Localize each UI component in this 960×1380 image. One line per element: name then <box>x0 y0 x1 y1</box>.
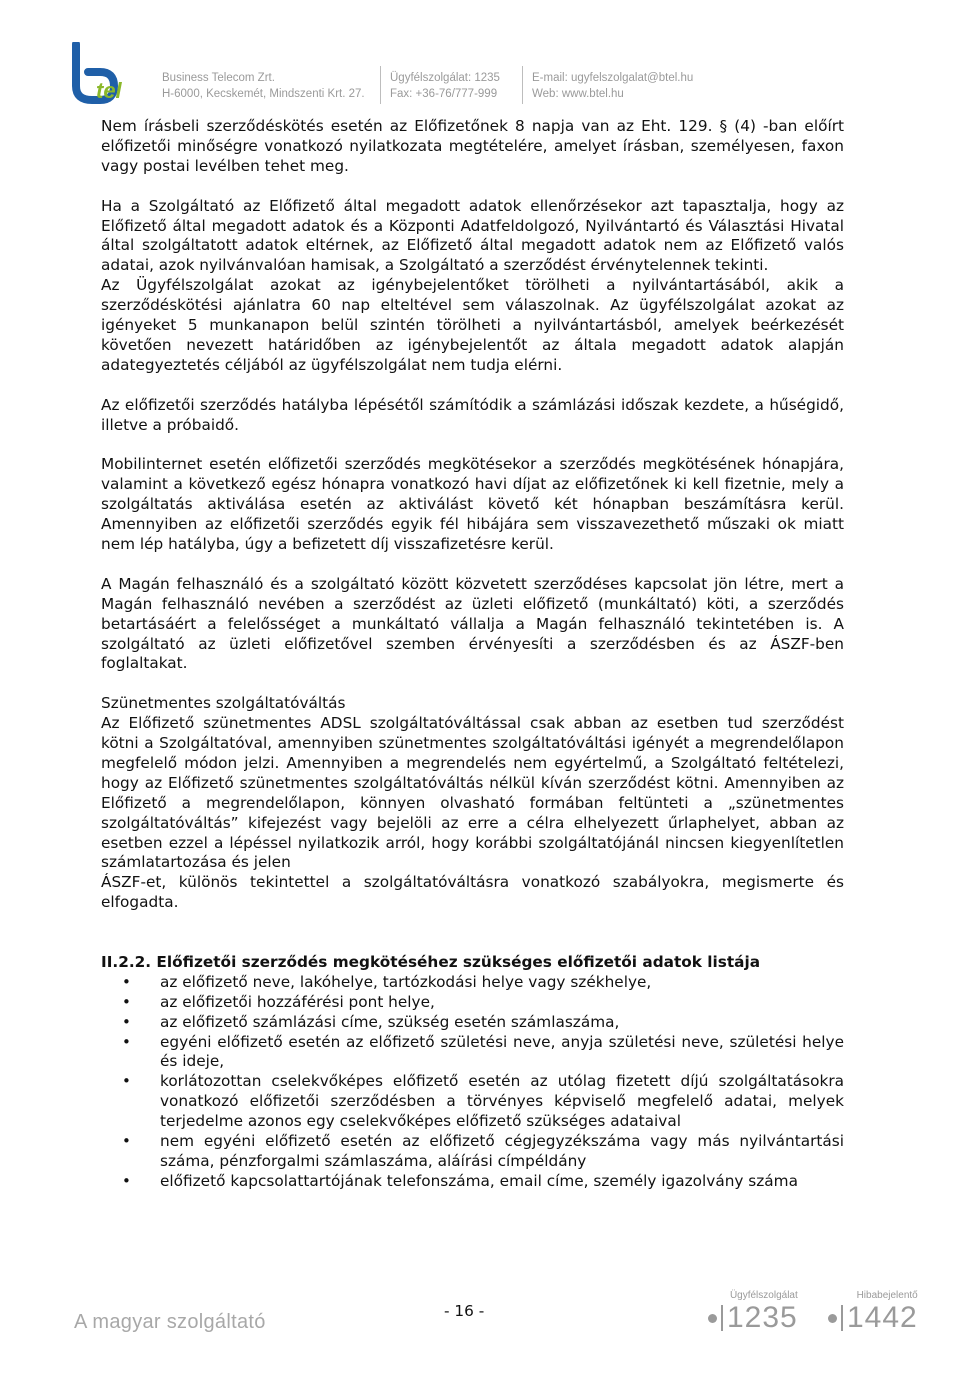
list-item: • az előfizető neve, lakóhelye, tartózkodási helye vagy székhelye, <box>101 973 844 993</box>
company-name: Business Telecom Zrt. <box>162 72 275 84</box>
service-hotline <box>708 1290 798 1335</box>
list-item: • az előfizető számlázási címe, szükség esetén számlaszáma, <box>101 1013 844 1033</box>
paragraph: Ha a Szolgáltató az Előfizető által megadott adatok ellenőrzésekor azt tapasztalja, hogy az Előfizető által megadott adatok és a Központi Adatfeldolgozó, Nyilvántartó és Választási Hivatal által szolgáltatott adatok eltérnek, az Előfizető által megadott adatok nem az Előfizető valós adatai, azok nyilvánvalóan hamisak, a Szolgáltató a szerződést érvénytelennek tekinti. <box>101 196 844 275</box>
list-item: • egyéni előfizető esetén az előfizető születési neve, anyja születési neve, születési helye és ideje, <box>101 1033 844 1073</box>
phone-dot-icon <box>708 1314 717 1323</box>
web-info <box>532 70 693 102</box>
page-number: - 16 - <box>444 1302 485 1320</box>
web-address[interactable]: Web: www.btel.hu <box>532 88 624 100</box>
paragraph: A Magán felhasználó és a szolgáltató között közvetett szerződéses kapcsolat jön létre, mert a Magán felhasználó nevében a szerződést az üzleti előfizető (munkáltató) köti, a szerződés betartásáért a felelősséget a munkáltató vállalja a Magán felhasználó tekintetében is. A szolgáltató az üzleti előfizetővel szemben érvényesíti a szerződésben és az ÁSZF-ben foglaltakat. <box>101 574 844 673</box>
svg-text:tel: tel <box>96 78 122 103</box>
list-item: • korlátozottan cselekvőképes előfizető esetén az utólag fizetett díjú szolgáltatásokra vonatkozó előfizetői szerződésben a törvényes képviselő megfelelő adatai, melyek terjedelme azonos egy cselekvőképes előfizető szükséges adataival <box>101 1072 844 1132</box>
divider-bar-icon <box>841 1305 843 1331</box>
phone-dot-icon <box>828 1314 837 1323</box>
data-list <box>101 973 844 1192</box>
fault-number: 1442 <box>847 1301 918 1334</box>
subheading: Szünetmentes szolgáltatóváltás <box>101 694 346 713</box>
fault-hotline <box>828 1290 918 1335</box>
paragraph: Mobilinternet esetén előfizetői szerződés megkötésekor a szerződés megkötésének hónapjára, valamint a következő egész hónapra vonatkozó havi díjat az előfizetőnek ki kell fizetnie, mely a szolgáltatás aktiválása esetén az aktiválást követő két hónapban beszámításra kerül. Amennyiben az előfizetői szerződés egyik fél hibájára sem visszavezethető műszaki ok miatt nem lép hatályba, úgy a befizetett díj visszafizetésre kerül. <box>101 455 844 553</box>
list-item: • az előfizetői hozzáférési pont helye, <box>101 993 844 1013</box>
header-divider <box>380 66 381 104</box>
list-item: • nem egyéni előfizető esetén az előfizető cégjegyzékszáma vagy más nyilvántartási száma, pénzforgalmi számlaszáma, aláírási címpéldány <box>101 1132 844 1172</box>
fault-label: Hibabejelentő <box>856 1290 918 1301</box>
paragraph: ÁSZF-et, különös tekintettel a szolgáltatóváltásra vonatkozó szabályokra, megismerte és elfogadta. <box>101 873 844 912</box>
page-header <box>0 0 960 110</box>
paragraph: Az Előfizető szünetmentes ADSL szolgáltatóváltással csak abban az esetben tud szerződést kötni a Szolgáltatóval, amennyiben szünetmentes szolgáltatóváltási igényét a megrendelőlapon megfelelő módon jelzi. Amennyiben a megrendelés nem egyértelmű, a Szolgáltató feltételezi, hogy az Előfizető szünetmentes szolgáltatóváltás nélkül kíván szerződést kötni. Amennyiben az Előfizető a megrendelőlapon, könnyen olvasható formában feltünteti a „szünetmentes szolgáltatóváltás” kifejezést vagy bejelöli az erre a célra elhelyezett űrlaphelyet, abban az esetben ezzel a lépéssel nyilatkozik arról, hogy korábbi szolgáltatójánál nincsen kiegyenlítetlen számlatartozása és jelen <box>101 714 844 872</box>
paragraph: Nem írásbeli szerződéskötés esetén az Előfizetőnek 8 napja van az Eht. 129. § (4) -ban előírt előfizetői minőségre vonatkozó nyilatkozata megtételére, amelyet írásban, személyesen, faxon vagy postai levélben tehet meg. <box>101 117 844 175</box>
fax-number: Fax: +36-76/777-999 <box>390 88 498 100</box>
paragraph: Az Ügyfélszolgálat azokat az igénybejelentőket törölheti a nyilvántartásából, akik a szerződéskötési ajánlatra 60 nap elteltével sem válaszolnak. Az ügyfélszolgálat azokat az igényeket 5 munkanapon belül szintén törölheti a nyilvántartásból, amelyek beérkezését követően nevezett határidőben az igénybejelentőt az általa megadott adatok alapján adategyeztetés céljából az ügyfélszolgálat nem tudja elérni. <box>101 276 844 374</box>
list-item: • előfizető kapcsolattartójának telefonszáma, email címe, személy igazolvány száma <box>101 1172 844 1192</box>
btel-logo-icon <box>66 42 146 104</box>
company-address: H-6000, Kecskemét, Mindszenti Krt. 27. <box>162 88 365 100</box>
service-number: 1235 <box>727 1301 798 1334</box>
document-body <box>101 117 844 1192</box>
header-divider <box>522 66 523 104</box>
section-title: II.2.2. Előfizetői szerződés megkötéséhez szükséges előfizetői adatok listája <box>101 952 761 971</box>
paragraph: Az előfizetői szerződés hatályba lépésétől számítódik a számlázási időszak kezdete, a hűségidő, illetve a próbaidő. <box>101 395 844 434</box>
divider-bar-icon <box>721 1305 723 1331</box>
service-phone: Ügyfélszolgálat: 1235 <box>390 72 500 84</box>
email-address[interactable]: E-mail: ugyfelszolgalat@btel.hu <box>532 72 694 84</box>
phone-info <box>390 70 500 102</box>
company-info <box>162 70 365 102</box>
footer-slogan: A magyar szolgáltató <box>74 1311 266 1333</box>
service-label: Ügyfélszolgálat <box>729 1290 798 1301</box>
